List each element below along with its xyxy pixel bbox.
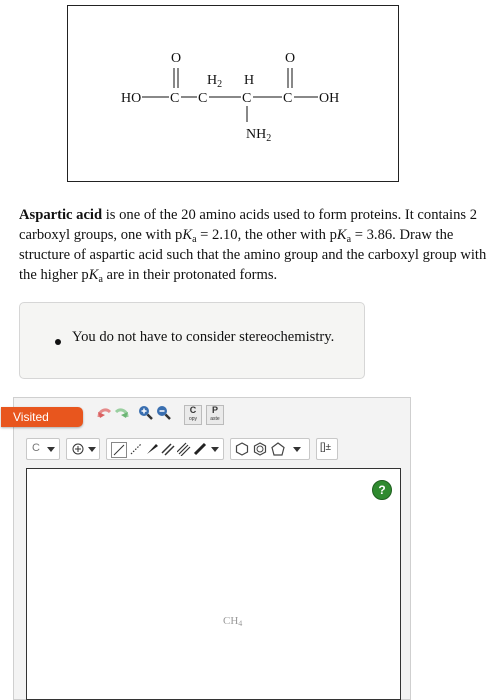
aspartic-acid-structure [68, 6, 400, 183]
double-bond-icon[interactable] [161, 442, 175, 456]
chevron-down-icon [47, 447, 55, 453]
structure-editor [13, 397, 411, 700]
canvas-hint: $CH_4$ [223, 615, 243, 628]
paste-button[interactable]: P aste [206, 405, 224, 425]
ring-tools [230, 438, 310, 460]
structure-figure [67, 5, 399, 182]
zoom-out-icon[interactable] [156, 405, 172, 423]
charge-plus-icon [72, 443, 84, 455]
help-button[interactable]: ? [372, 480, 392, 500]
hint-text: You do not have to consider stereochemistry. [72, 329, 335, 345]
zoom-in-icon[interactable] [138, 405, 154, 423]
chevron-down-icon[interactable] [293, 447, 301, 453]
single-bond-icon[interactable] [111, 442, 127, 458]
benzene-icon[interactable] [253, 442, 267, 456]
h-label: H [244, 73, 255, 88]
bullet-icon [55, 339, 61, 345]
chevron-down-icon[interactable] [211, 447, 219, 453]
carbon-1: C [170, 91, 180, 106]
hint-card [19, 302, 365, 379]
hashed-bond-icon[interactable] [129, 442, 143, 456]
ho-label: HO [121, 91, 142, 106]
question-text: Aspartic acid is one of the 20 amino acids used to form proteins. It contains 2 carboxyl groups, one with $pK_a = 2.10$, the other with $pK_a = 3.86$. Draw the structure of aspartic acid such that the amino group and the carboxyl group with the higher $pK_a$ are in their protonated forms. [19, 207, 487, 285]
bond-tools [106, 438, 224, 460]
h2-label: $H_2$ [207, 73, 223, 90]
element-selector[interactable]: C [26, 438, 60, 460]
charge-selector[interactable] [66, 438, 100, 460]
bold-bond-icon[interactable] [193, 442, 207, 456]
cyclohexane-icon[interactable] [235, 442, 249, 456]
undo-icon[interactable] [96, 405, 112, 423]
carbon-4: C [283, 91, 293, 106]
chevron-down-icon [88, 447, 96, 453]
nh2-label: $NH_2$ [246, 127, 272, 144]
carbon-3: C [242, 91, 252, 106]
oh-label: OH [319, 91, 340, 106]
copy-button[interactable]: C opy [184, 405, 202, 425]
oxygen-2: O [285, 51, 296, 66]
redo-icon[interactable] [114, 405, 130, 423]
wedge-bond-icon[interactable] [145, 442, 159, 456]
question-name: Aspartic acid [19, 207, 103, 223]
visited-badge: Visited [1, 407, 83, 427]
cyclopentane-icon[interactable] [271, 442, 285, 456]
oxygen-1: O [171, 51, 182, 66]
bracket-tool[interactable]: []± [316, 438, 338, 460]
triple-bond-icon[interactable] [177, 442, 191, 456]
drawing-canvas[interactable] [26, 468, 401, 700]
carbon-2: C [198, 91, 208, 106]
